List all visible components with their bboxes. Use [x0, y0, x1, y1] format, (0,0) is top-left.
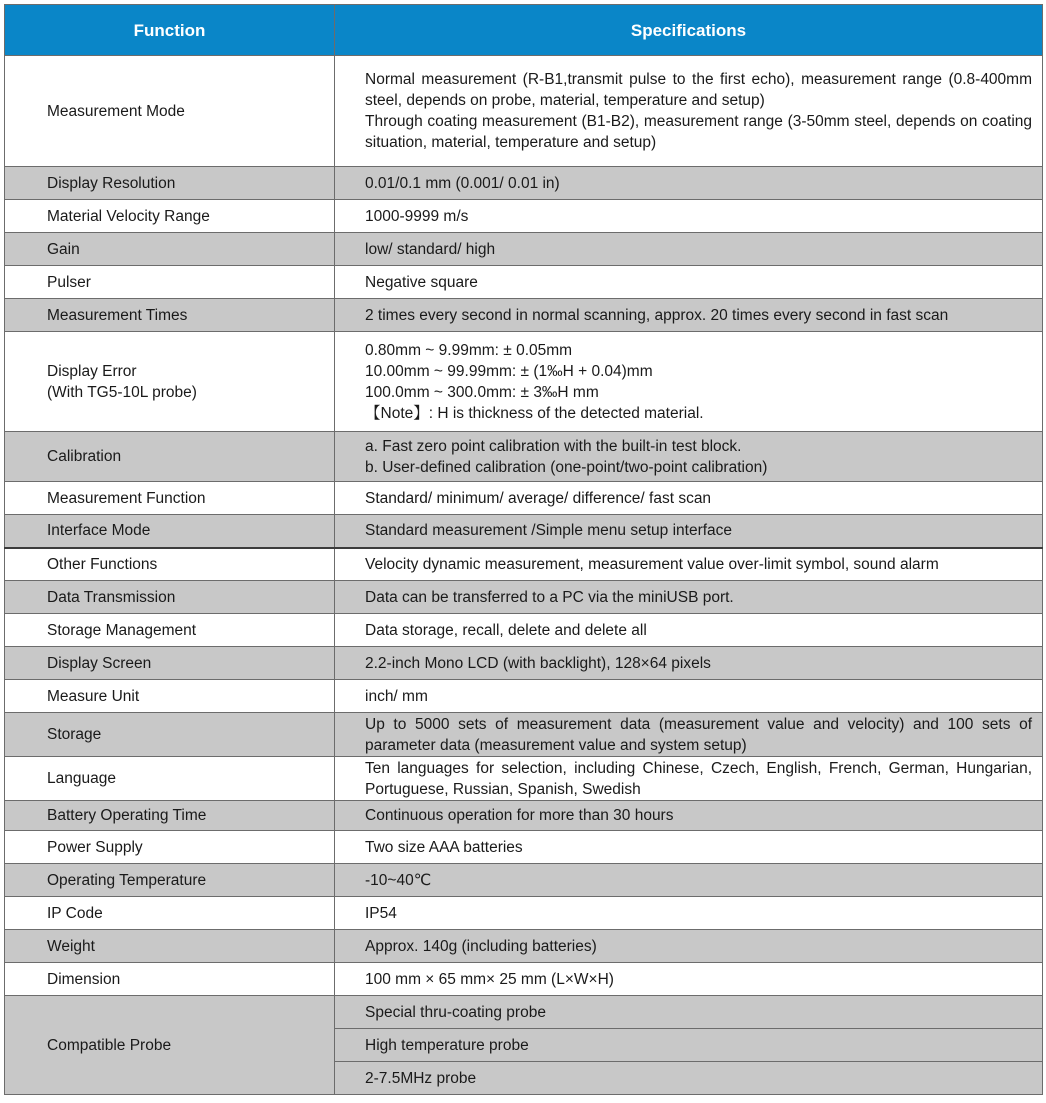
- function-cell: [5, 299, 335, 332]
- function-cell: [5, 713, 335, 757]
- spec-row: [5, 864, 1043, 897]
- function-label: Measure Unit: [47, 687, 140, 705]
- function-label: Material Velocity Range: [47, 207, 210, 225]
- function-cell: [5, 647, 335, 680]
- function-label: Calibration: [47, 448, 122, 465]
- function-cell: [5, 332, 335, 432]
- spec-text: IP54: [365, 904, 397, 922]
- spec-cell: [335, 897, 1043, 930]
- spec-row: [5, 897, 1043, 930]
- spec-row: [5, 266, 1043, 299]
- spec-cell: [335, 515, 1043, 548]
- function-label: Language: [47, 770, 116, 787]
- spec-text: a. Fast zero point calibration with the built-in test block.: [365, 437, 742, 455]
- function-label: Other Functions: [47, 555, 158, 573]
- spec-text: low/ standard/ high: [365, 240, 496, 258]
- spec-text: 10.00mm ~ 99.99mm: ± (1‰H + 0.04)mm: [365, 362, 653, 380]
- spec-cell: [335, 56, 1043, 167]
- function-cell: [5, 200, 335, 233]
- spec-row: [5, 515, 1043, 548]
- function-label: Display Screen: [47, 654, 152, 672]
- spec-cell: [335, 713, 1043, 757]
- spec-text: Approx. 140g (including batteries): [365, 937, 597, 955]
- function-label: Interface Mode: [47, 522, 151, 540]
- function-label: Data Transmission: [47, 588, 176, 606]
- function-cell: [5, 56, 335, 167]
- function-cell: [5, 482, 335, 515]
- spec-cell: [335, 167, 1043, 200]
- function-label: IP Code: [47, 904, 103, 922]
- function-label: Dimension: [47, 970, 121, 988]
- spec-text: 100 mm × 65 mm× 25 mm (L×W×H): [365, 970, 614, 988]
- function-cell: [5, 548, 335, 581]
- spec-cell: [335, 680, 1043, 713]
- function-cell: [5, 167, 335, 200]
- function-label: Storage Management: [47, 621, 197, 639]
- spec-row: [5, 581, 1043, 614]
- spec-row: [5, 548, 1043, 581]
- spec-cell: [335, 200, 1043, 233]
- function-cell: [5, 963, 335, 996]
- spec-text: 【Note】: H is thickness of the detected material.: [365, 404, 704, 422]
- spec-text: 0.01/0.1 mm (0.001/ 0.01 in): [365, 174, 560, 192]
- function-label: Gain: [47, 240, 80, 258]
- spec-text: Standard measurement /Simple menu setup interface: [365, 522, 733, 540]
- spec-row: [5, 233, 1043, 266]
- spec-text: 2.2-inch Mono LCD (with backlight), 128×64 pixels: [365, 654, 711, 672]
- function-cell: [5, 831, 335, 864]
- spec-text: 1000-9999 m/s: [365, 207, 469, 225]
- function-cell: [5, 930, 335, 963]
- spec-text: Continuous operation for more than 30 hours: [365, 807, 674, 824]
- function-label: Operating Temperature: [47, 871, 207, 889]
- spec-text: Data storage, recall, delete and delete all: [365, 621, 647, 639]
- spec-text: Two size AAA batteries: [365, 838, 523, 856]
- function-cell: [5, 233, 335, 266]
- spec-row: [5, 930, 1043, 963]
- spec-text: 0.80mm ~ 9.99mm: ± 0.05mm: [365, 341, 573, 359]
- function-label: (With TG5-10L probe): [47, 383, 197, 401]
- function-label: Pulser: [47, 273, 91, 291]
- spec-row: [5, 482, 1043, 515]
- spec-cell: [335, 482, 1043, 515]
- spec-row: [5, 713, 1043, 757]
- spec-cell: [335, 432, 1043, 482]
- spec-row: [5, 167, 1043, 200]
- spec-text: 2 times every second in normal scanning, approx. 20 times every second in fast scan: [365, 306, 949, 324]
- spec-cell: [335, 757, 1043, 801]
- spec-row: [5, 299, 1043, 332]
- spec-cell: [335, 831, 1043, 864]
- function-cell: [5, 266, 335, 299]
- spec-row: [5, 332, 1043, 432]
- spec-text: -10~40℃: [365, 871, 432, 889]
- spec-cell: [335, 930, 1043, 963]
- function-label: Weight: [47, 937, 95, 955]
- spec-text: Data can be transferred to a PC via the miniUSB port.: [365, 588, 734, 606]
- function-label: Battery Operating Time: [47, 807, 207, 824]
- spec-row: [5, 614, 1043, 647]
- probe-item: Special thru-coating probe: [335, 996, 1043, 1029]
- spec-text: Negative square: [365, 273, 478, 291]
- spec-row: [5, 680, 1043, 713]
- spec-row: [5, 200, 1043, 233]
- spec-text: Velocity dynamic measurement, measurement value over-limit symbol, sound alarm: [365, 555, 939, 573]
- spec-text: Up to 5000 sets of measurement data (measurement value and velocity) and 100 sets of parameter data (measurement value and system setup): [365, 715, 1032, 754]
- compatible-probe-label: Compatible Probe: [5, 996, 335, 1095]
- function-label: Storage: [47, 726, 102, 743]
- spec-table-body: [5, 56, 1043, 1095]
- function-cell: [5, 801, 335, 831]
- function-cell: [5, 680, 335, 713]
- spec-text: Normal measurement (R-B1,transmit pulse to the first echo), measurement range (0.8-400mm steel, depends on probe, material, temperature and setup): [365, 71, 1032, 109]
- function-cell: [5, 864, 335, 897]
- spec-text: Standard/ minimum/ average/ difference/ fast scan: [365, 489, 712, 507]
- function-label: Measurement Times: [47, 306, 188, 324]
- function-cell: [5, 897, 335, 930]
- spec-cell: [335, 647, 1043, 680]
- specifications-header: Specifications: [335, 5, 1043, 56]
- spec-row: [5, 757, 1043, 801]
- probe-row: [5, 996, 1043, 1029]
- spec-row: [5, 831, 1043, 864]
- function-label: Measurement Function: [47, 489, 206, 507]
- spec-table: [4, 4, 1043, 1095]
- spec-cell: [335, 548, 1043, 581]
- function-label: Display Error: [47, 362, 137, 380]
- spec-row: [5, 432, 1043, 482]
- spec-cell: [335, 332, 1043, 432]
- function-cell: [5, 581, 335, 614]
- function-header: Function: [5, 5, 335, 56]
- spec-text: Ten languages for selection, including Chinese, Czech, English, French, German, Hungarian, Portuguese, Russian, Spanish, Swedish: [365, 759, 1032, 798]
- spec-text: Through coating measurement (B1-B2), measurement range (3-50mm steel, depends on coating situation, material, temperature and setup): [365, 113, 1032, 151]
- spec-text: inch/ mm: [365, 687, 428, 705]
- function-cell: [5, 432, 335, 482]
- spec-cell: [335, 864, 1043, 897]
- spec-row: [5, 801, 1043, 831]
- function-label: Display Resolution: [47, 174, 176, 192]
- spec-row: [5, 56, 1043, 167]
- spec-row: [5, 963, 1043, 996]
- spec-text: 100.0mm ~ 300.0mm: ± 3‰H mm: [365, 383, 599, 401]
- probe-item: High temperature probe: [335, 1029, 1043, 1062]
- function-cell: [5, 515, 335, 548]
- function-cell: [5, 757, 335, 801]
- probe-item: 2-7.5MHz probe: [335, 1062, 1043, 1095]
- spec-cell: [335, 266, 1043, 299]
- header-row: [5, 5, 1043, 56]
- function-cell: [5, 614, 335, 647]
- spec-cell: [335, 614, 1043, 647]
- spec-cell: [335, 581, 1043, 614]
- spec-text: b. User-defined calibration (one-point/two-point calibration): [365, 458, 768, 476]
- spec-cell: [335, 801, 1043, 831]
- spec-cell: [335, 299, 1043, 332]
- function-label: Power Supply: [47, 838, 143, 856]
- spec-cell: [335, 963, 1043, 996]
- spec-row: [5, 647, 1043, 680]
- function-label: Measurement Mode: [47, 102, 185, 120]
- spec-cell: [335, 233, 1043, 266]
